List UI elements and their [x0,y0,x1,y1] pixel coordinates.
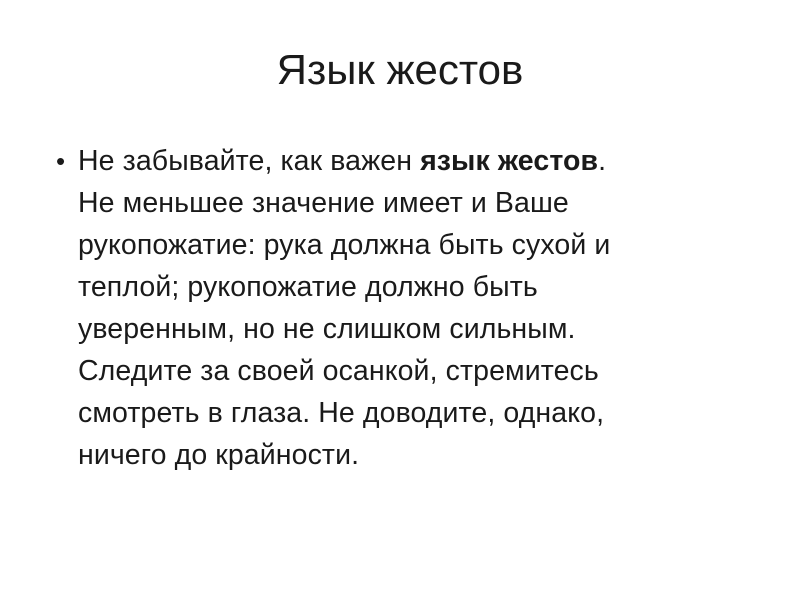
bullet-emphasis: язык жестов [420,145,599,177]
bullet-dot-icon: • [56,146,66,176]
bullet-line-7: смотреть в глаза. Не доводите, однако, [78,397,605,429]
bullet-line-1-prefix: Не забывайте, как важен [78,145,421,177]
bullet-line-6: Следите за своей осанкой, стремитесь [78,355,599,387]
bullet-line-3: рукопожатие: рука должна быть сухой и [78,229,611,261]
bullet-line-1-suffix: . [598,145,607,177]
bullet-item [56,140,756,476]
bullet-line-4: теплой; рукопожатие должно быть [78,271,538,303]
bullet-line-8: ничего до крайности. [78,439,360,471]
bullet-line-5: уверенным, но не слишком сильным. [78,313,576,345]
bullet-line-2: Не меньшее значение имеет и Ваше [78,187,569,219]
bullet-line-1 [78,140,756,182]
bullet-list [56,140,756,476]
slide-title: Язык жестов [276,46,524,93]
